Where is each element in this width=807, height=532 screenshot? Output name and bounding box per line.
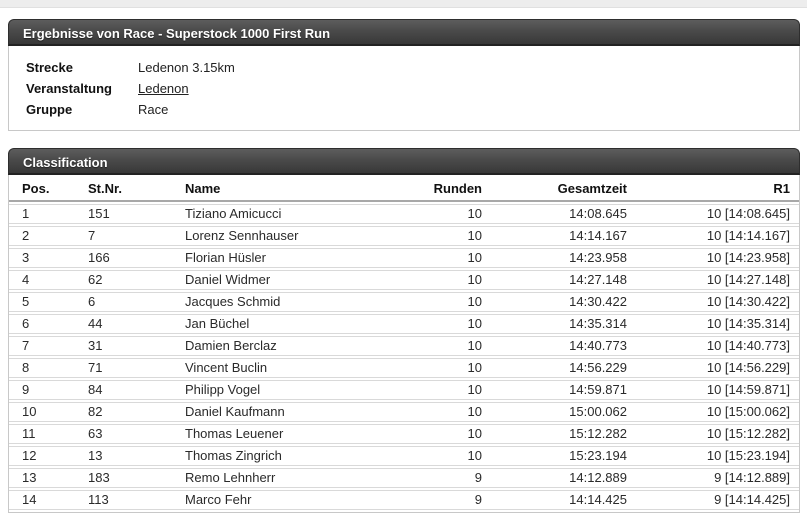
cell-r1: 10 [14:30.422] [630, 292, 799, 312]
cell-gesamtzeit: 14:40.773 [485, 336, 630, 356]
cell-pos: 12 [9, 446, 88, 466]
cell-stnr: 82 [88, 402, 185, 422]
classification-table-box [8, 175, 800, 513]
cell-name: Jacques Schmid [185, 292, 385, 312]
cell-r1: 10 [14:56.229] [630, 358, 799, 378]
cell-runden: 9 [385, 490, 485, 510]
cell-name: Tiziano Amicucci [185, 204, 385, 224]
cell-stnr: 6 [88, 292, 185, 312]
header-name: Name [185, 177, 385, 202]
strecke-value: Ledenon 3.15km [138, 60, 235, 75]
gruppe-label: Gruppe [26, 102, 73, 117]
top-strip [0, 0, 807, 8]
classification-tbody [9, 204, 799, 510]
results-panel-title: Ergebnisse von Race - Superstock 1000 First Run [23, 26, 331, 41]
header-runden: Runden [385, 177, 485, 202]
table-row [9, 468, 799, 488]
results-info-box [8, 46, 800, 131]
cell-stnr: 63 [88, 424, 185, 444]
table-row [9, 292, 799, 312]
cell-pos: 4 [9, 270, 88, 290]
cell-gesamtzeit: 15:23.194 [485, 446, 630, 466]
cell-gesamtzeit: 14:56.229 [485, 358, 630, 378]
classification-title: Classification [23, 155, 108, 170]
cell-name: Jan Büchel [185, 314, 385, 334]
strecke-label: Strecke [26, 60, 73, 75]
cell-name: Thomas Zingrich [185, 446, 385, 466]
table-row [9, 446, 799, 466]
cell-pos: 10 [9, 402, 88, 422]
cell-name: Daniel Kaufmann [185, 402, 385, 422]
cell-runden: 10 [385, 226, 485, 246]
cell-name: Philipp Vogel [185, 380, 385, 400]
cell-gesamtzeit: 14:12.889 [485, 468, 630, 488]
cell-name: Lorenz Sennhauser [185, 226, 385, 246]
cell-name: Damien Berclaz [185, 336, 385, 356]
cell-r1: 10 [14:40.773] [630, 336, 799, 356]
classification-table-head [9, 177, 799, 202]
cell-r1: 9 [14:12.889] [630, 468, 799, 488]
cell-stnr: 13 [88, 446, 185, 466]
cell-pos: 7 [9, 336, 88, 356]
veranstaltung-label: Veranstaltung [26, 81, 112, 96]
cell-runden: 9 [385, 468, 485, 488]
cell-pos: 13 [9, 468, 88, 488]
table-row [9, 314, 799, 334]
cell-r1: 10 [14:27.148] [630, 270, 799, 290]
cell-r1: 10 [14:59.871] [630, 380, 799, 400]
cell-stnr: 44 [88, 314, 185, 334]
cell-runden: 10 [385, 204, 485, 224]
header-row [9, 177, 799, 202]
cell-gesamtzeit: 14:14.167 [485, 226, 630, 246]
cell-r1: 10 [14:08.645] [630, 204, 799, 224]
cell-gesamtzeit: 14:23.958 [485, 248, 630, 268]
cell-runden: 10 [385, 336, 485, 356]
cell-runden: 10 [385, 358, 485, 378]
cell-pos: 8 [9, 358, 88, 378]
classification-title-bar [8, 148, 800, 175]
cell-r1: 10 [14:35.314] [630, 314, 799, 334]
results-panel [8, 19, 800, 131]
cell-gesamtzeit: 15:00.062 [485, 402, 630, 422]
cell-r1: 10 [15:12.282] [630, 424, 799, 444]
cell-r1: 9 [14:14.425] [630, 490, 799, 510]
cell-gesamtzeit: 14:30.422 [485, 292, 630, 312]
cell-pos: 3 [9, 248, 88, 268]
cell-r1: 10 [14:23.958] [630, 248, 799, 268]
cell-pos: 1 [9, 204, 88, 224]
cell-gesamtzeit: 14:35.314 [485, 314, 630, 334]
header-r1: R1 [630, 177, 799, 202]
cell-runden: 10 [385, 292, 485, 312]
cell-runden: 10 [385, 424, 485, 444]
cell-gesamtzeit: 14:08.645 [485, 204, 630, 224]
cell-pos: 14 [9, 490, 88, 510]
classification-panel [8, 148, 800, 513]
info-row-veranstaltung [9, 78, 799, 99]
cell-stnr: 31 [88, 336, 185, 356]
cell-pos: 2 [9, 226, 88, 246]
veranstaltung-link[interactable]: Ledenon [138, 81, 189, 96]
cell-runden: 10 [385, 380, 485, 400]
cell-runden: 10 [385, 402, 485, 422]
cell-stnr: 71 [88, 358, 185, 378]
cell-name: Remo Lehnherr [185, 468, 385, 488]
results-panel-title-bar [8, 19, 800, 46]
cell-gesamtzeit: 15:12.282 [485, 424, 630, 444]
cell-gesamtzeit: 14:27.148 [485, 270, 630, 290]
cell-r1: 10 [15:23.194] [630, 446, 799, 466]
cell-r1: 10 [14:14.167] [630, 226, 799, 246]
cell-runden: 10 [385, 248, 485, 268]
header-pos: Pos. [9, 177, 88, 202]
cell-stnr: 183 [88, 468, 185, 488]
cell-stnr: 84 [88, 380, 185, 400]
table-row [9, 402, 799, 422]
cell-name: Thomas Leuener [185, 424, 385, 444]
cell-name: Daniel Widmer [185, 270, 385, 290]
table-row [9, 204, 799, 224]
table-row [9, 490, 799, 510]
page-content [8, 19, 800, 513]
table-row [9, 336, 799, 356]
cell-runden: 10 [385, 314, 485, 334]
cell-runden: 10 [385, 446, 485, 466]
cell-gesamtzeit: 14:59.871 [485, 380, 630, 400]
info-row-gruppe [9, 99, 799, 120]
cell-r1: 10 [15:00.062] [630, 402, 799, 422]
cell-name: Vincent Buclin [185, 358, 385, 378]
cell-name: Florian Hüsler [185, 248, 385, 268]
table-row [9, 380, 799, 400]
table-row [9, 358, 799, 378]
header-gesamtzeit: Gesamtzeit [485, 177, 630, 202]
info-row-strecke [9, 57, 799, 78]
cell-pos: 9 [9, 380, 88, 400]
header-stnr: St.Nr. [88, 177, 185, 202]
cell-stnr: 166 [88, 248, 185, 268]
cell-pos: 5 [9, 292, 88, 312]
table-row [9, 226, 799, 246]
cell-stnr: 62 [88, 270, 185, 290]
cell-pos: 11 [9, 424, 88, 444]
cell-stnr: 151 [88, 204, 185, 224]
table-row [9, 424, 799, 444]
cell-stnr: 7 [88, 226, 185, 246]
table-row [9, 248, 799, 268]
gruppe-value: Race [138, 102, 169, 117]
cell-stnr: 113 [88, 490, 185, 510]
cell-runden: 10 [385, 270, 485, 290]
cell-name: Marco Fehr [185, 490, 385, 510]
classification-table [9, 175, 799, 512]
cell-gesamtzeit: 14:14.425 [485, 490, 630, 510]
cell-pos: 6 [9, 314, 88, 334]
table-row [9, 270, 799, 290]
